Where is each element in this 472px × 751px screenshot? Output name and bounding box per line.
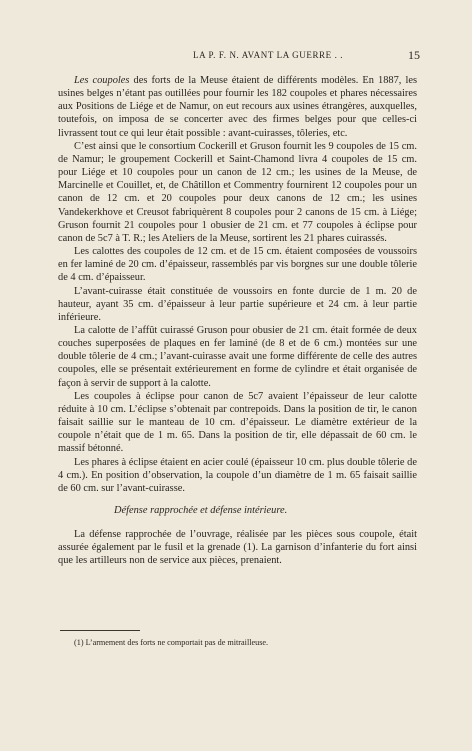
paragraph-avant-cuirasse: L’avant-cuirasse était constituée de voussoirs en fonte durcie de 1 m. 20 de hauteur, ayant 35 cm. d’épaisseur à leur partie supérieure et 24 cm. à leur partie inférieure. xyxy=(58,285,417,323)
section-heading: Défense rapprochée et défense intérieure. xyxy=(114,505,288,516)
paragraph-coupoles xyxy=(58,74,417,140)
paragraph-defense: La défense rapprochée de l’ouvrage, réalisée par les pièces sous coupole, était assurée également par le fusil et la grenade (1). La garnison d’infanterie du fort ainsi que les artilleurs non de service aux pièces, prenaient. xyxy=(58,529,417,567)
running-head xyxy=(61,48,420,64)
body-text xyxy=(58,74,417,568)
footnote: (1) L’armement des forts ne comportait pas de mitrailleuse. xyxy=(74,638,269,647)
paragraph-text: des forts de la Meuse étaient de différents modèles. En 1887, les usines belges n’étant pas outillées pour fournir les 182 coupoles et phares nécessaires aux Positions de Liége et de Namur, on eut recours aux usines étrangères, auxquelles, toutefois, on imposa de se concerter avec des firmes belges pour que celles-ci livrassent tout ce qui leur était possible : avant-cuirasses, tôleries, etc. xyxy=(58,75,418,139)
page-number: 15 xyxy=(408,48,420,62)
footnote-rule xyxy=(60,630,140,631)
paragraph-coupoles-eclipse: Les coupoles à éclipse pour canon de 5c7 avaient l’épaisseur de leur calotte réduite à 10 cm. L’éclipse s’obtenait par contrepoids. Dans la position de tir, le canon faisait saillie sur le manteau de 10 cm. d’épaisseur. Le diamètre extérieur de la coupole n’était que de 1 m. 65. Dans la position de tir, elle dépassait de 60 cm. le massif bétonné. xyxy=(58,390,417,455)
paragraph-calotte-gruson: La calotte de l’affût cuirassé Gruson pour obusier de 21 cm. était formée de deux couches superposées de plaques en fer laminé (de 8 et de 6 cm.) montées sur une double tôlerie de 4 cm.; l’avant-cuirasse avait une forme différente de celle des autres coupoles, elle se présentait extérieurement en forme de cylindre et était organisée de façon à servir de support à la calotte. xyxy=(58,324,417,389)
paragraph-phares: Les phares à éclipse étaient en acier coulé (épaisseur 10 cm. plus double tôlerie de 4 cm.). En position d’observation, la coupole d’un diamètre de 1 m. 65 faisait saillie de 60 cm. sur l’avant-cuirasse. xyxy=(58,456,417,494)
running-title: LA P. F. N. AVANT LA GUERRE . . xyxy=(193,50,344,60)
paragraph-lead: Les coupoles xyxy=(74,75,130,86)
paragraph-consortium: C’est ainsi que le consortium Cockerill et Gruson fournit les 9 coupoles de 15 cm. de Namur; le groupement Cockerill et Saint-Chamond livra 4 coupoles de 15 cm. pour Liége et 10 coupoles pour un canon de 12 cm.; les usines de la Meuse, de Marcinelle et Couillet, et, de Châtillon et Commentry fournirent 12 coupoles pour un canon de 12 cm. et 20 coupoles pour deux canons de 12 cm.; les usines Vandekerkhove et Creusot fabriquèrent 8 coupoles pour 2 canons de 15 cm. à Liége; Gruson fournit 21 coupoles pour 1 obusier de 21 cm. et 77 coupoles à éclipse pour canon de 5c7 à T. R.; les Ateliers de la Meuse, sortirent les 21 phares cuirassés. xyxy=(58,140,417,244)
paragraph-calottes: Les calottes des coupoles de 12 cm. et de 15 cm. étaient composées de voussoirs en fer laminé de 20 cm. d’épaisseur, rassemblés par vis borgnes sur une double tôlerie de 4 cm. d’épaisseur. xyxy=(58,246,417,284)
